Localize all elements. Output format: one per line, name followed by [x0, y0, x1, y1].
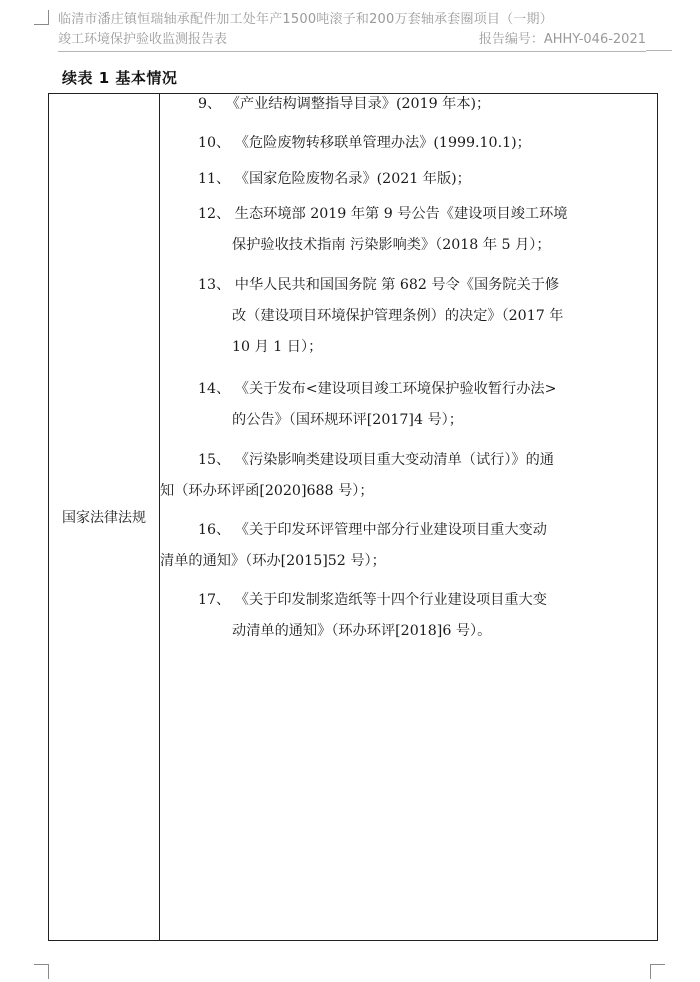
regulations-list — [160, 94, 657, 940]
regulation-item-16 — [160, 515, 547, 577]
regulation-line: 10 月 1 日）； — [232, 339, 323, 355]
regulation-line: 清单的通知》（环办[2015]52 号）； — [160, 553, 386, 569]
regulation-line: 13、 中华人民共和国国务院 第 682 号令《国务院关于修 — [198, 277, 560, 293]
regulation-line: 15、 《污染影响类建设项目重大变动清单（试行）》的通 — [198, 452, 554, 468]
crop-mark-bottom-right — [650, 964, 665, 979]
header-rule-extension — [646, 50, 672, 51]
regulation-item-14 — [198, 374, 556, 436]
regulation-item-9 — [198, 89, 490, 120]
header-project-title: 临清市潘庄镇恒瑞轴承配件加工处年产1500吨滚子和200万套轴承套圈项目（一期） — [58, 12, 553, 27]
regulation-line: 10、 《危险废物转移联单管理办法》(1999.10.1)； — [198, 135, 531, 151]
regulation-line: 动清单的通知》（环办环评[2018]6 号）。 — [232, 623, 492, 639]
header-report-number: 报告编号：AHHY-046-2021 — [478, 32, 646, 47]
table-caption: 续表 1 基本情况 — [62, 69, 178, 87]
row-label: 国家法律法规 — [62, 510, 146, 526]
crop-mark-bottom-left — [34, 964, 49, 979]
crop-mark-top-left — [34, 10, 49, 25]
regulation-item-11 — [198, 164, 471, 195]
regulation-line: 知（环办环评函[2020]688 号）； — [160, 483, 374, 499]
page-header — [58, 10, 646, 52]
regulation-item-17 — [198, 585, 547, 647]
regulation-line: 12、 生态环境部 2019 年第 9 号公告《建设项目竣工环境 — [198, 206, 568, 222]
regulation-item-15 — [160, 445, 554, 507]
regulation-line: 9、 《产业结构调整指导目录》(2019 年本)； — [198, 96, 491, 112]
regulation-item-10 — [198, 128, 531, 159]
regulation-line: 改（建设项目环境保护管理条例）的决定》（2017 年 — [232, 308, 564, 324]
regulation-line: 17、 《关于印发制浆造纸等十四个行业建设项目重大变 — [198, 592, 547, 608]
basic-info-table — [48, 93, 658, 941]
regulation-item-12 — [198, 199, 568, 261]
regulation-line: 的公告》（国环规环评[2017]4 号）； — [232, 412, 463, 428]
header-second-line — [58, 30, 646, 52]
regulation-line: 保护验收技术指南 污染影响类》（2018 年 5 月）； — [232, 237, 551, 253]
regulation-line: 14、 《关于发布<建设项目竣工环境保护验收暂行办法> — [198, 381, 557, 397]
regulation-item-13 — [198, 270, 563, 363]
regulation-line: 11、 《国家危险废物名录》(2021 年版)； — [198, 171, 471, 187]
header-report-type: 竣工环境保护验收监测报告表 — [58, 32, 228, 47]
regulation-line: 16、 《关于印发环评管理中部分行业建设项目重大变动 — [198, 522, 547, 538]
row-label-cell — [49, 94, 160, 940]
